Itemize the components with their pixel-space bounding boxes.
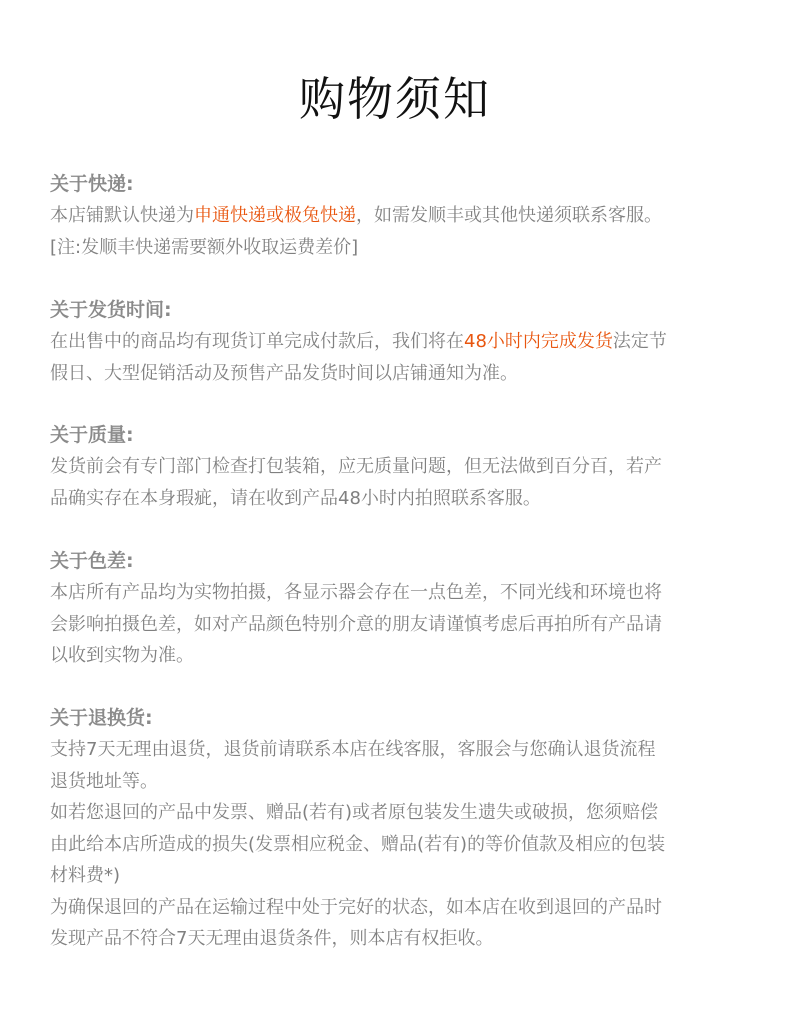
section-returns <box>50 702 750 955</box>
returns-line-5: 材料费*) <box>50 865 121 886</box>
returns-line-4: 由此给本店所造成的损失(发票相应税金、赠品(若有)的等价值款及相应的包装 <box>50 833 666 855</box>
section-express <box>50 168 750 263</box>
section-quality <box>50 419 750 514</box>
shipping-text-cont: 法定节 <box>612 331 667 352</box>
page-title: 购物须知 <box>299 71 491 126</box>
quality-line-2: 品确实存在本身瑕疵，请在收到产品48小时内拍照联系客服。 <box>50 487 541 509</box>
shipping-text: 在出售中的商品均有现货订单完成付款后，我们将在 <box>50 331 464 352</box>
section-heading-quality: 关于质量: <box>50 424 134 446</box>
returns-line-7: 发现产品不符合7天无理由退货条件，则本店有权拒收。 <box>50 928 494 949</box>
express-line-2: [注:发顺丰快递需要额外收取运费差价] <box>50 236 359 258</box>
returns-line-1: 支持7天无理由退货，退货前请联系本店在线客服，客服会与您确认退货流程 <box>50 739 656 760</box>
color-line-2: 会影响拍摄色差，如对产品颜色特别介意的朋友请谨慎考虑后再拍所有产品请 <box>50 613 662 635</box>
returns-line-2: 退货地址等。 <box>50 770 158 792</box>
returns-line-6: 为确保退回的产品在运输过程中处于完好的状态，如本店在收到退回的产品时 <box>50 896 662 918</box>
express-text: 本店铺默认快递为 <box>50 205 194 226</box>
section-shipping <box>50 294 750 389</box>
section-heading-returns: 关于退换货: <box>50 707 153 729</box>
shipping-line-2: 假日、大型促销活动及预售产品发货时间以店铺通知为准。 <box>50 362 518 384</box>
section-color <box>50 545 750 672</box>
express-highlight: 申通快递或极兔快递 <box>194 205 356 226</box>
color-line-1: 本店所有产品均为实物拍摄，各显示器会存在一点色差，不同光线和环境也将 <box>50 582 662 603</box>
shipping-line-1 <box>50 326 750 358</box>
color-line-3: 以收到实物为准。 <box>50 645 194 666</box>
express-line-1 <box>50 200 750 232</box>
shipping-highlight: 48小时内完成发货 <box>464 331 613 352</box>
section-heading-shipping: 关于发货时间: <box>50 299 172 321</box>
returns-line-3: 如若您退回的产品中发票、赠品(若有)或者原包装发生遗失或破损，您须赔偿 <box>50 802 659 823</box>
section-heading-express: 关于快递: <box>50 173 134 195</box>
express-text-cont: ，如需发顺丰或其他快递须联系客服。 <box>356 205 662 226</box>
section-heading-color: 关于色差: <box>50 550 134 572</box>
quality-line-1: 发货前会有专门部门检查打包装箱，应无质量问题，但无法做到百分百，若产 <box>50 456 662 477</box>
